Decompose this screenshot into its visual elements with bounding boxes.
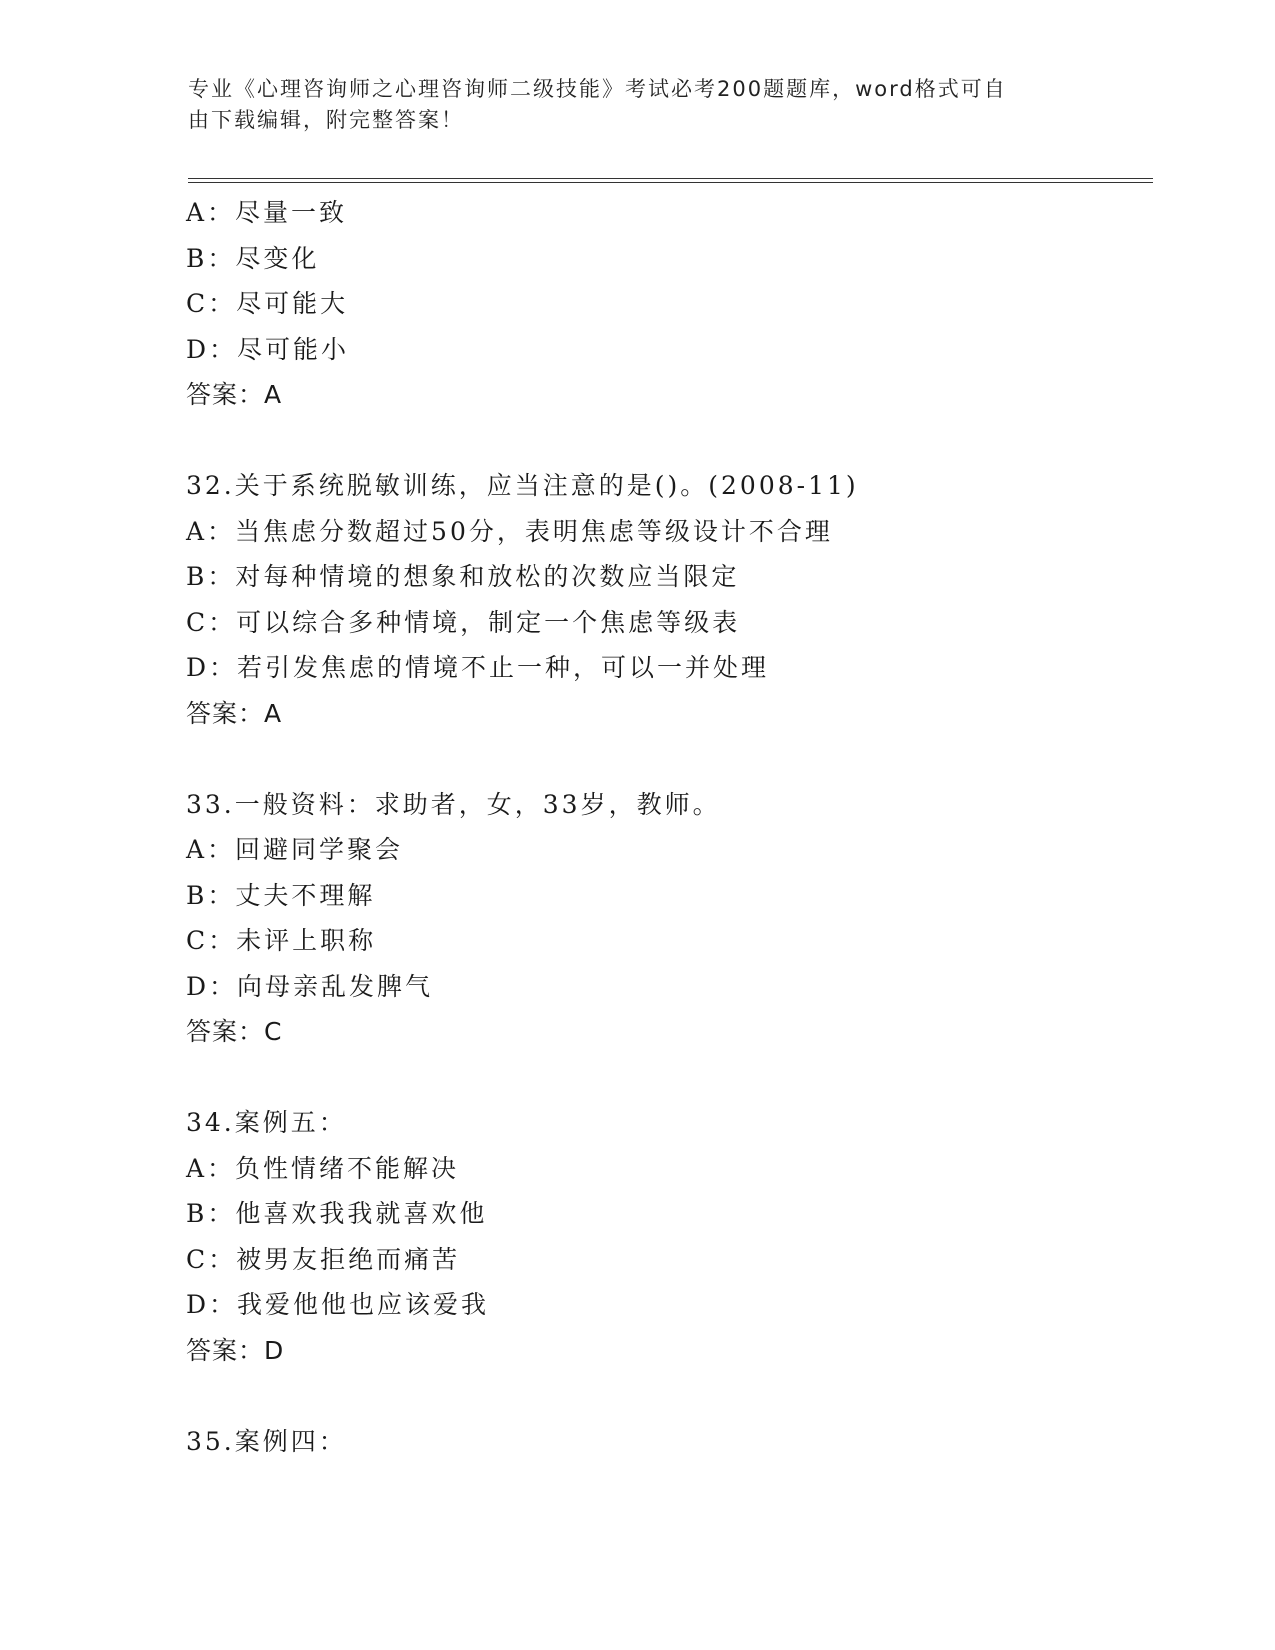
question-block <box>186 1419 1146 1465</box>
spacer <box>186 418 1146 464</box>
document-header <box>188 74 1088 136</box>
option-a: A：尽量一致 <box>186 198 348 227</box>
question-list <box>186 190 1146 1464</box>
option-c: C：可以综合多种情境，制定一个焦虑等级表 <box>186 607 741 637</box>
spacer <box>186 736 1146 782</box>
option-d: D：向母亲乱发脾气 <box>186 971 434 1001</box>
question-stem: 34.案例五： <box>186 1108 347 1137</box>
option-a: A：当焦虑分数超过50分，表明焦虑等级设计不合理 <box>186 516 833 546</box>
answer-line: 答案：A <box>186 380 283 409</box>
option-b: B：尽变化 <box>186 243 320 273</box>
option-d: D：我爱他他也应该爱我 <box>186 1290 490 1319</box>
answer-line: 答案：D <box>186 1335 285 1365</box>
option-b: B：对每种情境的想象和放松的次数应当限定 <box>186 562 740 591</box>
header-divider-thin <box>188 182 1153 183</box>
answer-line: 答案：C <box>186 1017 283 1046</box>
option-a: A：负性情绪不能解决 <box>186 1153 460 1183</box>
option-d: D：尽可能小 <box>186 334 350 364</box>
option-c: C：被男友拒绝而痛苦 <box>186 1244 461 1274</box>
option-d: D：若引发焦虑的情境不止一种，可以一并处理 <box>186 653 770 682</box>
spacer <box>186 1055 1146 1101</box>
question-stem: 33.一般资料：求助者，女，33岁，教师。 <box>186 789 721 819</box>
header-divider-thick <box>188 178 1153 179</box>
question-block <box>186 190 1146 418</box>
answer-line: 答案：A <box>186 698 283 728</box>
question-stem: 35.案例四： <box>186 1426 347 1456</box>
question-block <box>186 782 1146 1055</box>
option-c: C：未评上职称 <box>186 926 377 955</box>
question-block <box>186 463 1146 736</box>
option-a: A：回避同学聚会 <box>186 835 404 864</box>
question-block <box>186 1100 1146 1373</box>
header-line-2: 由下载编辑，附完整答案！ <box>188 108 464 132</box>
question-stem: 32.关于系统脱敏训练，应当注意的是()。(2008-11) <box>186 471 859 500</box>
header-line-1: 专业《心理咨询师之心理咨询师二级技能》考试必考200题题库，word格式可自 <box>188 77 1007 101</box>
spacer <box>186 1373 1146 1419</box>
option-b: B：他喜欢我我就喜欢他 <box>186 1199 488 1228</box>
option-b: B：丈夫不理解 <box>186 880 376 910</box>
option-c: C：尽可能大 <box>186 289 349 318</box>
